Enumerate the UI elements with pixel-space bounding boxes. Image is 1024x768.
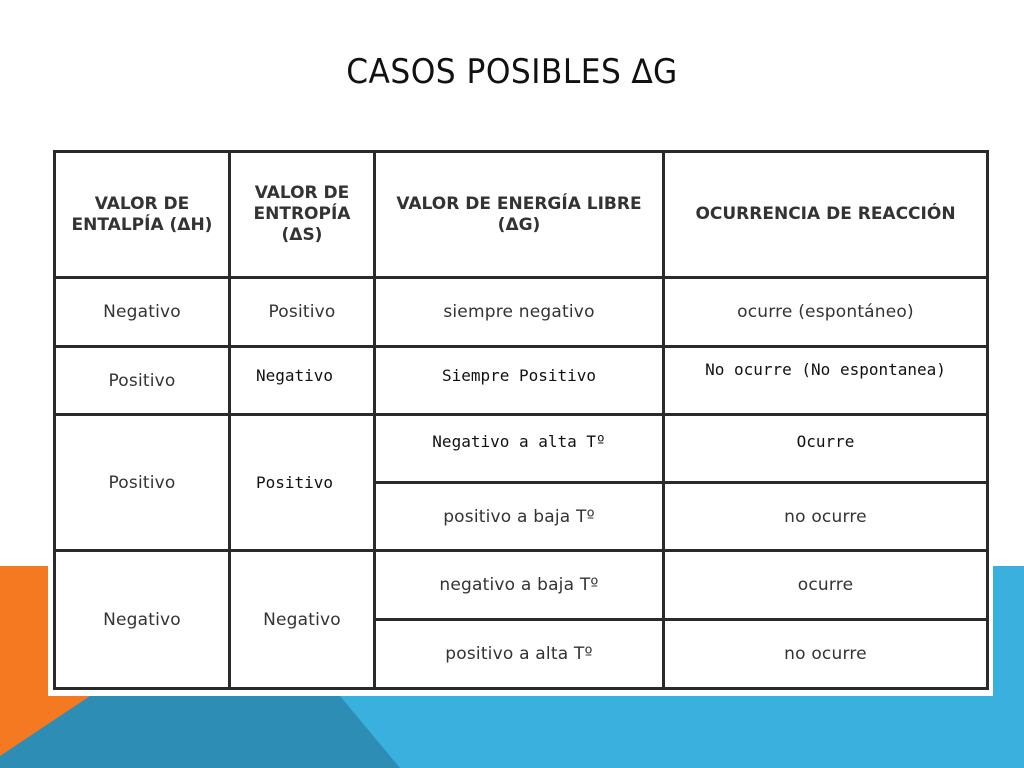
gibbs-table-container [48,146,993,696]
header-occurrence: OCURRENCIA DE REACCIÓN [664,152,988,278]
page-title: CASOS POSIBLES ∆G [346,52,678,92]
row2-enthalpy: Positivo [55,347,230,415]
row3-entropy: Positivo [230,415,375,551]
table-row [55,347,988,415]
row1-enthalpy: Negativo [55,278,230,347]
header-free-energy: VALOR DE ENERGÍA LIBRE (ΔG) [375,152,664,278]
row2-entropy: Negativo [230,347,375,415]
row2-free-energy: Siempre Positivo [375,347,664,415]
row1-occurrence: ocurre (espontáneo) [664,278,988,347]
row4b-free-energy: positivo a alta Tº [375,620,664,689]
row3b-occurrence: no ocurre [664,483,988,551]
row4-entropy: Negativo [230,551,375,689]
row3a-occurrence: Ocurre [664,415,988,483]
row1-free-energy: siempre negativo [375,278,664,347]
header-entropy: VALOR DE ENTROPÍA (ΔS) [230,152,375,278]
header-row [55,152,988,278]
row4b-occurrence: no ocurre [664,620,988,689]
row4-enthalpy: Negativo [55,551,230,689]
table-row [55,278,988,347]
row2-occurrence: No ocurre (No espontanea) [664,347,988,415]
table-row [55,551,988,620]
row3-enthalpy: Positivo [55,415,230,551]
table-row [55,415,988,483]
gibbs-energy-table [53,150,989,690]
row4a-occurrence: ocurre [664,551,988,620]
header-enthalpy: VALOR DE ENTALPÍA (ΔH) [55,152,230,278]
row3a-free-energy: Negativo a alta Tº [375,415,664,483]
row3b-free-energy: positivo a baja Tº [375,483,664,551]
row4a-free-energy: negativo a baja Tº [375,551,664,620]
row1-entropy: Positivo [230,278,375,347]
